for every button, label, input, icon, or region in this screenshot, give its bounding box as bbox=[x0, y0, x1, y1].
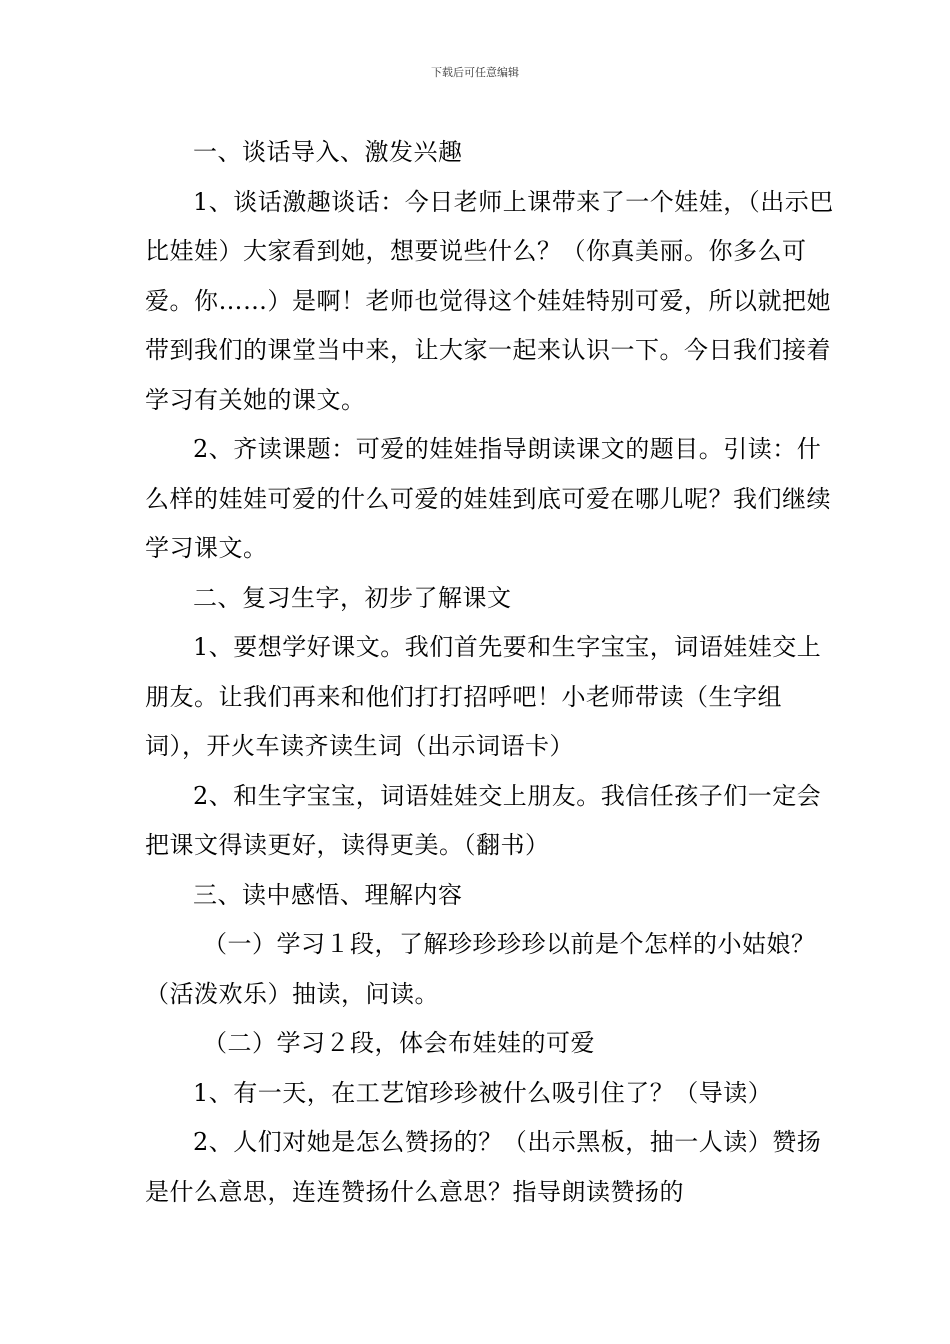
paragraph-praise: 2、人们对她是怎么赞扬的？（出示黑板，抽一人读）赞扬是什么意思，连连赞扬什么意思？指导朗读赞扬的 bbox=[145, 1128, 822, 1206]
paragraph-talk-interest: 1、谈话激趣谈话：今日老师上课带来了一个娃娃，（出示巴比娃娃）大家看到她，想要说些什么？（你真美丽。你多么可爱。你……）是啊！老师也觉得这个娃娃特别可爱，所以就把她带到我们的课堂当中来，让大家一起来认识一下。今日我们接着学习有关她的课文。 bbox=[145, 187, 834, 414]
section-heading-reading: 三、读中感悟、理解内容 bbox=[193, 880, 463, 909]
paragraph-make-friends: 2、和生字宝宝，词语娃娃交上朋友。我信任孩子们一定会把课文得读更好，读得更美。（翻书） bbox=[145, 781, 822, 859]
paragraph-part-two: （二）学习２段，体会布娃娃的可爱 bbox=[203, 1029, 595, 1057]
paragraph-read-title: 2、齐读课题：可爱的娃娃指导朗读课文的题目。引读：什么样的娃娃可爱的什么可爱的娃娃到底可爱在哪儿呢？我们继续学习课文。 bbox=[145, 435, 831, 562]
section-heading-review: 二、复习生字，初步了解课文 bbox=[193, 583, 512, 612]
paragraph-part-one: （一）学习１段，了解珍珍珍珍以前是个怎样的小姑娘？（活泼欢乐）抽读，问读。 bbox=[145, 930, 816, 1008]
document-body bbox=[145, 128, 835, 1217]
page-header: 下载后可任意编辑 bbox=[431, 66, 519, 79]
paragraph-learn-words: 1、要想学好课文。我们首先要和生字宝宝，词语娃娃交上朋友。让我们再来和他们打打招呼吧！小老师带读（生字组词），开火车读齐读生词（出示词语卡） bbox=[145, 633, 822, 760]
section-heading-intro: 一、谈话导入、激发兴趣 bbox=[193, 138, 463, 166]
paragraph-attracted: 1、有一天，在工艺馆珍珍被什么吸引住了？（导读） bbox=[193, 1078, 773, 1107]
